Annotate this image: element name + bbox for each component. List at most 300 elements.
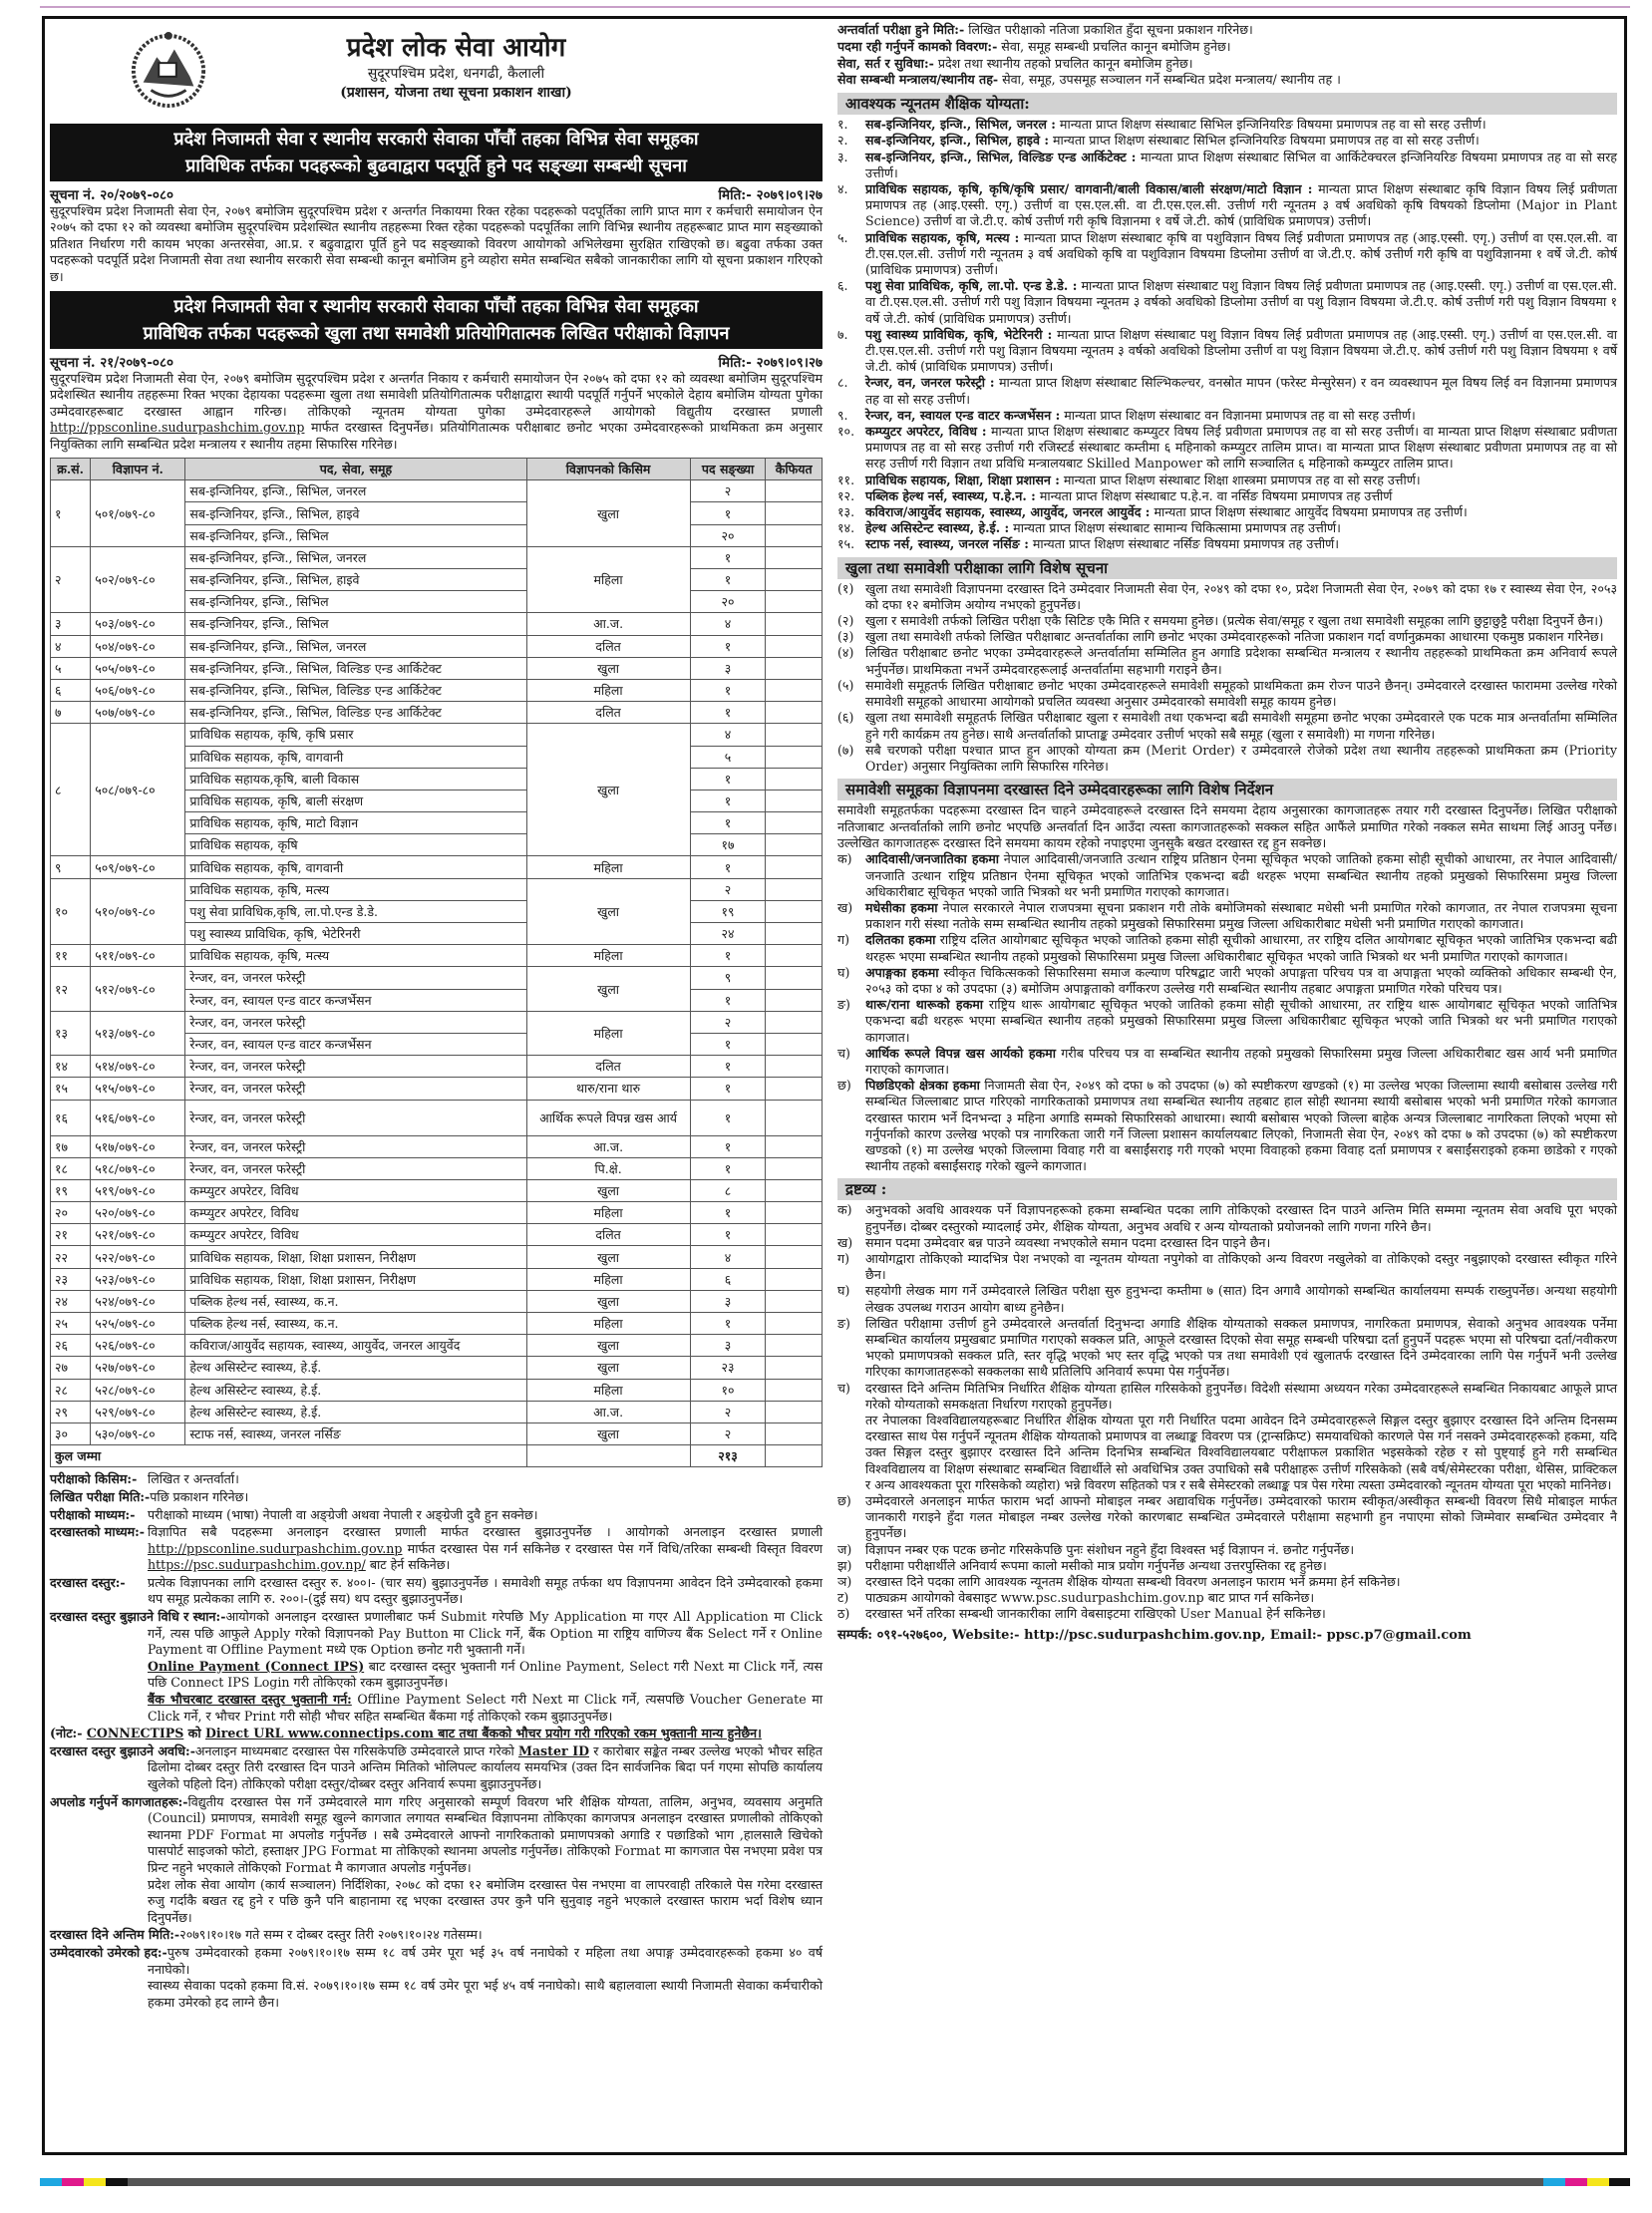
remarks-cell	[766, 878, 823, 900]
post-cell: प्राविधिक सहायक, शिक्षा, शिक्षा प्रशासन, निरीक्षण	[185, 1268, 526, 1290]
url-link[interactable]: http://ppsconline.sudurpashchim.gov.np	[148, 1540, 403, 1556]
list-item-text: स्वीकृत चिकित्सकको सिफारिसमा समाज कल्याण परिषद्बाट जारी भएको अपाङ्गता परिचय पत्र वा अपाङ्गता भएको व्यक्तिको अधिकार सम्बन्धी ऐन, २०५३ को दफा ४ को उपदफा (३) बमोजिम अपाङ्गताको वर्गीकरण उल्लेख गरी सम्बन्धित स्थानीय तहबाट अपाङ्गता प्रमाणित गरेको परिचय पत्र।	[865, 964, 1618, 996]
total-label: कुल जम्मा	[51, 1445, 527, 1467]
serial-cell: १३	[51, 1011, 91, 1055]
post-count-cell: १	[690, 945, 766, 967]
ppsconline-link[interactable]: http://ppsconline.sudurpashchim.gov.np	[50, 420, 305, 436]
remarks-cell	[766, 1157, 823, 1179]
exam-info-label: दरखास्तको माध्यम:-	[50, 1524, 146, 1540]
list-item-title: पशु सेवा प्राविधिक, कृषि, ला.पो. एन्ड डे.डे. :	[865, 278, 1078, 294]
list-text	[865, 181, 1617, 230]
list-item-text: मान्यता प्राप्त शिक्षण संस्थाबाट नर्सिङ विषयमा प्रमाणपत्र तह उत्तीर्ण।	[1028, 536, 1340, 552]
exam-info-item	[50, 1726, 823, 1742]
remarks-cell	[766, 945, 823, 967]
list-item-title: पिछडिएको क्षेत्रका हकमा	[865, 1078, 980, 1094]
list-text	[865, 150, 1617, 181]
table-row	[51, 1268, 823, 1290]
list-marker: ग)	[837, 1251, 850, 1266]
post-cell: हेल्थ असिस्टेन्ट स्वास्थ्य, हे.ई.	[185, 1401, 526, 1423]
remarks-cell	[766, 812, 823, 834]
notice1-title-line1: प्रदेश निजामती सेवा र स्थानीय सरकारी सेवाका पाँचौं तहका विभिन्न सेवा समूहका	[173, 129, 699, 150]
table-row	[51, 1313, 823, 1335]
notice1-meta	[50, 185, 823, 203]
list-text	[865, 1235, 1617, 1251]
list-item-title: प्राविधिक सहायक, कृषि, कृषि/कृषि प्रसार/ वागवानी/बाली विकास/बाली संरक्षण/माटो विज्ञान :	[865, 181, 1313, 196]
list-item-title: सब-इन्जिनियर, इन्जि., सिभिल, जनरल :	[865, 117, 1056, 133]
bold-text: (नोट:-	[50, 1726, 87, 1741]
serial-cell: १९	[51, 1179, 91, 1201]
list-marker: घ)	[837, 964, 850, 980]
advert-type-cell: महिला	[526, 1313, 690, 1335]
list-item-title: आर्थिक रूपले विपन्न खस आर्यको हकमा	[865, 1045, 1056, 1061]
text-segment: लिखित र अन्तर्वार्ता।	[148, 1471, 239, 1487]
advert-number-cell: ५२४/०७९-८०	[91, 1290, 185, 1312]
remarks-cell	[766, 1246, 823, 1268]
post-cell: सब-इन्जिनियर, इन्जि., सिभिल	[185, 613, 526, 635]
list-text	[865, 1046, 1617, 1078]
advert-number-cell: ५२१/०७९-८०	[91, 1224, 185, 1246]
list-marker: (१)	[837, 580, 854, 596]
serial-cell: २	[51, 546, 91, 613]
exam-info-paragraph	[148, 1978, 823, 2011]
exam-info-label: दरखास्त दस्तुर बुझाउने विधि र स्थान:-	[50, 1609, 226, 1625]
table-row	[51, 1335, 823, 1357]
exam-info-item	[50, 1743, 823, 1793]
emphasis-text: Direct URL www.connectips.com बाट तथा बैंकको भौचर प्रयोग गरी गरिएको रकम भुक्तानी मान्य हुनेछैन।	[205, 1726, 762, 1741]
notice2-title-line2: प्राविधिक तर्फका पदहरूको खुला तथा समावेशी प्रतियोगितात्मक लिखित परीक्षाको विज्ञापन	[143, 323, 730, 345]
remarks-cell	[766, 1056, 823, 1078]
advert-number-cell: ५०४/०७९-८०	[91, 635, 185, 657]
post-count-cell: ९	[690, 967, 766, 989]
special-notice-item	[837, 613, 1617, 629]
text-segment: Offline Payment Select गरी Next मा Click गर्ने, त्यसपछि Voucher Generate मा Click गर्ने, र भौचर Print गरी सोही भौचर सहित सम्बन्धित बैंकमा गई तोकिएको रकम बुझाउनुपर्नेछ।	[148, 1692, 823, 1724]
list-item-title: रेन्जर, वन, जनरल फरेस्ट्री :	[865, 375, 995, 391]
remarks-cell	[766, 923, 823, 945]
url-link[interactable]: https://psc.sudurpashchim.gov.np/	[148, 1557, 366, 1573]
advert-number-cell: ५१६/०७९-८०	[91, 1100, 185, 1135]
list-marker: १.	[837, 117, 848, 133]
post-cell: प्राविधिक सहायक, शिक्षा, शिक्षा प्रशासन, निरीक्षण	[185, 1246, 526, 1268]
special-notice-item	[837, 629, 1617, 645]
list-text	[865, 133, 1617, 149]
serial-cell: १२	[51, 967, 91, 1011]
list-paragraph: उम्मेदवारले अनलाइन मार्फत फाराम भर्दा आफ्नो मोबाइल नम्बर अद्यावधिक गर्नुपर्नेछ। उम्मेदवारको फाराम स्वीकृत/अस्वीकृत सम्बन्धी विवरण सिधै मोबाइल मार्फत जानकारी गराइने हुँदा गलत मोबाइल नम्बर उल्लेख गरेको कारणबाट सम्बन्धित उम्मेदवारले परीक्षामा सहभागी हुन नपाएमा सोको जिम्मेवार सम्बन्धित उम्मेदवार नै हुनुपर्नेछ।	[865, 1493, 1617, 1541]
qualification-item	[837, 520, 1617, 536]
advert-number-cell: ५२२/०७९-८०	[91, 1246, 185, 1268]
serial-cell: २२	[51, 1246, 91, 1268]
post-cell: पब्लिक हेल्थ नर्स, स्वास्थ्य, क.न.	[185, 1313, 526, 1335]
list-marker: १०.	[837, 424, 855, 440]
remarks-cell	[766, 856, 823, 878]
list-marker: क)	[837, 1202, 852, 1218]
note-item	[837, 1251, 1617, 1283]
table-row	[51, 1357, 823, 1379]
letterhead	[50, 20, 823, 120]
list-item-title: प्राविधिक सहायक, कृषि, मत्स्य :	[865, 229, 1020, 245]
top-rule	[40, 6, 1630, 8]
advert-number-cell: ५२०/०७९-८०	[91, 1202, 185, 1224]
emphasis-text: CONNECTIPS	[86, 1726, 184, 1741]
text-segment: स्वास्थ्य सेवाका पदको हकमा वि.सं. २०७९।१०।१७ सम्म १८ वर्ष उमेर पूरा भई ४५ वर्ष ननाघेको। साथै बहालवाला स्थायी निजामती सेवाका कर्मचारीको हकमा उमेरको हद लाग्ने छैन।	[148, 1978, 823, 2010]
list-paragraph: सहयोगी लेखक माग गर्ने उम्मेदवारले लिखित परीक्षा सुरु हुनुभन्दा कम्तीमा ७ (सात) दिन अगावै आयोगको सम्बन्धित कार्यालयमा सम्पर्क राख्नुपर्नेछ। अन्यथा सहयोगी लेखक उपलब्ध गराउन आयोग बाध्य हुनेछैन।	[865, 1283, 1617, 1315]
list-item-text: मान्यता प्राप्त शिक्षण संस्थाबाट कृषि वा पशुविज्ञान विषय लिई प्रवीणता प्रमाणपत्र तह (आइ.एस्सी. एगृ.) उत्तीर्ण वा एस.एल.सी. वा टी.एस.एल.सी. उत्तीर्ण गरी न्यूनतम ३ वर्ष अवधिको कृषि वा पशुविज्ञान विषयमा डिप्लोमा उत्तीर्ण वा जे.टी.ए. कोर्ष उत्तीर्ण गरी कृषि वा पशुविज्ञानमा १ वर्षे जे.टी. कोर्ष (प्राविधिक प्रमाणपत्र) उत्तीर्ण।	[865, 229, 1618, 278]
advert-number-cell: ५०३/०७९-८०	[91, 613, 185, 635]
exam-info-label: अपलोड गर्नुपर्ने कागजातहरू:-	[50, 1793, 188, 1809]
list-item-text: खुला तथा समावेशी समूहतर्फ लिखित परीक्षाबाट खुला र समावेशी तथा एकभन्दा बढी समावेशी समूहमा छनोट भएका उम्मेदवारले एक पटक मात्र अन्तर्वार्तामा सम्मिलित हुने गरी कार्यक्रम तय हुनेछ। साथै अन्तर्वार्ताको प्राप्ताङ्क उम्मेदवार उत्तीर्ण भएको सबै समूह (खुला र समावेशी) मा गणना गरिनेछ।	[865, 710, 1617, 742]
exam-info-paragraph	[148, 1659, 823, 1692]
notice1-date: मिति:- २०७९।०९।२७	[718, 187, 823, 203]
post-count-cell: २४	[690, 923, 766, 945]
list-item-title: स्टाफ नर्स, स्वास्थ्य, जनरल नर्सिङ :	[865, 536, 1029, 552]
list-text	[865, 629, 1617, 645]
post-cell: पशु सेवा प्राविधिक,कृषि, ला.पो.एन्ड डे.डे.	[185, 900, 526, 922]
remarks-cell	[766, 1135, 823, 1157]
color-swatch	[40, 2178, 62, 2186]
special-notice-item	[837, 710, 1617, 742]
advert-type-cell: खुला	[526, 480, 690, 547]
table-row	[51, 1423, 823, 1444]
list-item-text: खुला तथा समावेशी विज्ञापनमा दरखास्त दिने उम्मेदवार निजामती सेवा ऐन, २०४९ को दफा १०, प्रदेश निजामती सेवा ऐन, २०७९ को दफा १७ र स्वास्थ्य सेवा ऐन, २०५३ को दफा १२ बमोजिम अयोग्य नभएको हुनुपर्नेछ।	[865, 580, 1617, 612]
qualifications-heading: आवश्यक न्यूनतम शैक्षिक योग्यता:	[837, 93, 1617, 115]
advert-number-cell: ५१३/०७९-८०	[91, 1011, 185, 1055]
total-empty	[526, 1445, 690, 1467]
remarks-cell	[766, 1011, 823, 1033]
post-count-cell: २	[690, 878, 766, 900]
list-item-text: मान्यता प्राप्त शिक्षण संस्थाबाट प.हे.न. वा नर्सिङ विषयमा प्रमाणपत्र तह उत्तीर्ण	[1035, 487, 1393, 503]
list-item-text: मान्यता प्राप्त शिक्षण संस्थाबाट शिक्षा शास्त्रमा प्रमाणपत्र तह वा सो सरह उत्तीर्ण।	[1059, 472, 1421, 487]
service-info-item	[837, 56, 1617, 73]
notice1-title-bar	[50, 124, 823, 181]
list-paragraph: दरखास्त दिने पदका लागि आवश्यक न्यूनतम शैक्षिक योग्यता सम्बन्धी विवरण अनलाइन फाराम भर्ने क्रममा हेर्न सकिनेछ।	[865, 1574, 1401, 1590]
text-segment: बाट दरखास्त दस्तुर भुक्तानी गर्न Online Payment, Select गरी Next मा Click गर्ने, त्यस पछि Connect IPS Login गरी तोकिएको रकम बुझाउनुपर्नेछ।	[148, 1658, 824, 1691]
table-row	[51, 1379, 823, 1401]
serial-cell: ३०	[51, 1423, 91, 1444]
advert-number-cell: ५०६/०७९-८०	[91, 679, 185, 701]
qualification-item	[837, 504, 1617, 520]
post-count-cell: १	[690, 856, 766, 878]
notice1-body: सुदूरपश्चिम प्रदेश निजामती सेवा ऐन, २०७९ बमोजिम सुदूरपश्चिम प्रदेश र अन्तर्गत निकायमा रिक्त रहेका पदहरूको पदपूर्तिका लागि प्राप्त माग र कर्मचारी समायोजन ऐन २०७५ को दफा १२ को व्यवस्था बमोजिम सुदूरपश्चिम प्रदेशस्थित स्थानीय तहहरूमा रिक्त रहेका पदहरूको पदपूर्तिका लागि विभिन्न स्थानीय तहहरूबाट प्राप्त माग सङ्ख्याको प्रतिशत निर्धारण गरी कायम भएका अन्तरसेवा, आ.प्र. र बढुवाद्वारा पूर्ति हुने पद सङ्ख्याको विवरण आयोगको अभिलेखमा सुरक्षित राखिएको छ। बढुवा तर्फका उक्त पदहरूको पदपूर्ति प्रदेश निजामती सेवा तथा स्थानीय सरकारी सेवा सम्बन्धी कानून बमोजिम हुने व्यहोरा समेत सम्बन्धित सबैको जानकारीका लागि यो सूचना प्रकाशन गरिएको छ।	[50, 203, 824, 284]
notes-list	[837, 1202, 1617, 1622]
inclusive-item	[837, 851, 1617, 900]
advert-number-cell: ५१९/०७९-८०	[91, 1179, 185, 1201]
list-marker: ८.	[837, 375, 848, 391]
advert-type-cell: पि.क्षे.	[526, 1157, 690, 1179]
remarks-cell	[766, 967, 823, 989]
advert-number-cell: ५०५/०७९-८०	[91, 657, 185, 679]
exam-info-label: दरखास्त दिने अन्तिम मिति:-	[50, 1927, 180, 1943]
table-row	[51, 1100, 823, 1135]
list-text	[865, 1381, 1617, 1493]
table-row	[51, 613, 823, 635]
advert-number-cell: ५१७/०७९-८०	[91, 1135, 185, 1157]
post-cell: सब-इन्जिनियर, इन्जि., सिभिल, हाइवे	[185, 502, 526, 524]
color-swatch	[1609, 2178, 1630, 2186]
post-count-cell: १	[690, 1100, 766, 1135]
advert-type-cell: आ.ज.	[526, 613, 690, 635]
remarks-cell	[766, 724, 823, 746]
post-count-cell: ३	[690, 1290, 766, 1312]
remarks-cell	[766, 1357, 823, 1379]
inclusive-item	[837, 997, 1617, 1046]
list-item-text: मान्यता प्राप्त शिक्षण संस्थाबाट आयुर्वेद विषयमा प्रमाणपत्र तह उत्तीर्ण।	[1150, 504, 1468, 520]
list-text	[865, 1606, 1617, 1622]
advert-type-cell: महिला	[526, 679, 690, 701]
service-info-label: सेवा सम्बन्धी मन्त्रालय/स्थानीय तह-	[837, 72, 999, 88]
remarks-cell	[766, 746, 823, 768]
notes-heading: द्रष्टव्य :	[837, 1178, 1617, 1200]
post-cell: प्राविधिक सहायक, कृषि, माटो विज्ञान	[185, 812, 526, 834]
special-notice-item	[837, 743, 1617, 775]
color-swatch	[84, 2178, 106, 2186]
qualification-item	[837, 327, 1617, 376]
table-row	[51, 967, 823, 989]
serial-cell: १४	[51, 1056, 91, 1078]
service-info-value: लिखित परीक्षाको नतिजा प्रकाशित हुँदा सूचना प्रकाशन गरिनेछ।	[964, 22, 1253, 37]
table-row	[51, 1157, 823, 1179]
exam-info-item	[50, 1575, 823, 1608]
serial-cell: ११	[51, 945, 91, 967]
post-count-cell: २३	[690, 1357, 766, 1379]
post-cell: सब-इन्जिनियर, इन्जि., सिभिल, विल्डिङ एन्ड आर्किटेक्ट	[185, 679, 526, 701]
remarks-cell	[766, 502, 823, 524]
list-item-text: मान्यता प्राप्त शिक्षण संस्थाबाट वन विज्ञानमा प्रमाणपत्र तह वा सो सरह उत्तीर्ण।	[1060, 407, 1416, 423]
remarks-cell	[766, 1401, 823, 1423]
note-item	[837, 1235, 1617, 1251]
list-text	[865, 1202, 1617, 1234]
post-count-cell: ५	[690, 746, 766, 768]
serial-cell: २७	[51, 1357, 91, 1379]
list-text	[865, 965, 1617, 997]
list-text	[865, 278, 1617, 327]
post-cell: सब-इन्जिनियर, इन्जि., सिभिल, विल्डिङ एन्ड आर्किटेक्ट	[185, 702, 526, 724]
list-text	[865, 504, 1617, 520]
post-count-cell: १	[690, 702, 766, 724]
color-swatch	[1565, 2178, 1587, 2186]
col-serial: क्र.सं.	[51, 459, 91, 480]
text-segment: प्रत्येक विज्ञापनका लागि दरखास्त दस्तुर रु. ४००।- (चार सय) बुझाउनुपर्नेछ । समावेशी समूह तर्फका थप विज्ञापनमा आवेदन दिने उम्मेदवारको हकमा थप समूह प्रत्येकका लागि रु. २००।-(दुई सय) थप दस्तुर बुझाउनुपर्नेछ।	[148, 1574, 823, 1607]
text-segment: विद्युतीय दरखास्त पेस गर्ने उम्मेदवारले माग गरिए अनुसारको सम्पूर्ण विवरण भरि शैक्षिक योग्यता, तालिम, अनुभव, व्यवसाय अनुमति (Council) प्रमाणपत्र, समावेशी समूह खुल्ने कागजात लगायत सम्बन्धित विज्ञापनमा तोकिएका कागजपत्र अनलाइन दरखास्त प्रणालीको तोकिएको स्थानमा PDF Format मा अपलोड गर्नुपर्नेछ । सबै उम्मेदवारले आफ्नो नागरिकताको प्रमाणपत्रको अगाडि र पछाडिको भाग ,हालसालै खिचेको पासपोर्ट साइजको फोटो, हस्ताक्षर JPG Format मा तोकिएको स्थानमा अपलोड गर्नुपर्नेछ। तोकिएको Format मा कागजात पेस नभएमा प्रवेश पत्र प्रिन्ट नहुने भएकाले तोकिएको Format मै कागजात अपलोड गर्नुपर्नेछ।	[148, 1793, 823, 1875]
list-marker: ५.	[837, 229, 848, 245]
remarks-cell	[766, 1268, 823, 1290]
text-segment: प्रदेश लोक सेवा आयोग (कार्य सञ्चालन) निर्दिशिका, २०७८ को दफा १२ बमोजिम दरखास्त पेस नभएमा वा लापरवाही तरिकाले पेस गरेमा दरखास्त रुजु गर्दाकै बखत रद्द हुने र पछि कुनै पनि बाहानामा रद्द भएका दरखास्त उपर कुनै पनि सुनुवाइ नहुने भएकाले दरखास्त फाराम भर्दा विशेष ध्यान दिनुपर्नेछ।	[148, 1876, 823, 1925]
list-text	[865, 327, 1617, 376]
post-cell: रेन्जर, वन, स्वायल एन्ड वाटर कन्जर्भेसन	[185, 1033, 526, 1055]
list-item-text: मान्यता प्राप्त शिक्षण संस्थाबाट कृषि विज्ञान विषय लिई प्रवीणता प्रमाणपत्र तह (आइ.एस्सी. एगृ.) उत्तीर्ण वा एस.एल.सी. वा टी.एस.एल.सी. उत्तीर्ण गरी न्यूनतम ३ वर्ष अवधिको कृषि विषयको डिप्लोमा (Major in Plant Science) उत्तीर्ण वा जे.टी.ए. कोर्ष उत्तीर्ण गरी कृषि विज्ञानमा १ वर्षे जे.टी. कोर्ष (प्राविधिक प्रमाणपत्र) उत्तीर्ण।	[865, 181, 1617, 229]
exam-info-paragraph	[148, 1877, 823, 1927]
serial-cell: ९	[51, 856, 91, 878]
right-column	[837, 20, 1617, 1643]
post-count-cell: १	[690, 1078, 766, 1100]
list-marker: १५.	[837, 536, 855, 552]
qualification-item	[837, 375, 1617, 407]
list-marker: ४.	[837, 181, 848, 196]
list-item-title: पब्लिक हेल्थ नर्स, स्वास्थ्य, प.हे.न. :	[865, 487, 1036, 503]
list-text	[865, 645, 1617, 677]
list-text	[865, 230, 1617, 279]
serial-cell: १८	[51, 1157, 91, 1179]
qualifications-list	[837, 117, 1617, 552]
advert-type-cell: खुला	[526, 878, 690, 945]
post-cell: प्राविधिक सहायक, कृषि, कृषि प्रसार	[185, 724, 526, 746]
service-info-item	[837, 39, 1617, 56]
list-text	[865, 1542, 1617, 1558]
list-text	[865, 581, 1617, 613]
commission-title: प्रदेश लोक सेवा आयोग	[346, 33, 566, 63]
advert-type-cell: खुला	[526, 657, 690, 679]
emphasis-text: Master ID	[517, 1742, 590, 1758]
list-item-title: थारू/राना थारूको हकमा	[865, 997, 984, 1013]
notice2-meta	[50, 353, 823, 371]
list-item-text: नेपाल आदिवासी/जनजाति उत्थान राष्ट्रिय प्रतिष्ठान ऐनमा सूचिकृत भएको जातिको हकमा सोही सूचीको आधारमा, तर नेपाल आदिवासी/जनजाति उत्थान राष्ट्रिय प्रतिष्ठान ऐनमा सूचिकृत भएको जातिभित्र एकभन्दा बढी थरहरू भएमा सम्बन्धित स्थानीय तहको प्रमुखको सिफारिसमा प्रमुख जिल्ला अधिकारीबाट सूचिकृत भएको जाति भित्रको थर भनी प्रमाणित गराएको कागजात।	[865, 851, 1618, 899]
post-count-cell: १	[690, 1157, 766, 1179]
post-count-cell: ६	[690, 1268, 766, 1290]
table-row	[51, 657, 823, 679]
list-item-text: राष्ट्रिय थारू आयोगबाट सूचिकृत भएको जातिको हकमा सोही सूचीको आधारमा, तर राष्ट्रिय थारू आयोगबाट सूचिकृत भएको जातिभित्र एकभन्दा बढी थरहरू भएमा सम्बन्धित स्थानीय तहको प्रमुखको सिफारिसमा प्रमुख जिल्ला अधिकारीबाट सूचिकृत भएको जाति भित्रको थर भनी प्रमाणित गराएको कागजात।	[865, 997, 1617, 1045]
advert-number-cell: ५१५/०७९-८०	[91, 1078, 185, 1100]
serial-cell: २९	[51, 1401, 91, 1423]
advert-number-cell: ५०९/०७९-८०	[91, 856, 185, 878]
list-text	[865, 900, 1617, 932]
post-count-cell: ३	[690, 657, 766, 679]
note-item	[837, 1283, 1617, 1315]
list-item-title: अपाङ्गका हकमा	[865, 964, 939, 980]
advert-number-cell: ५०२/०७९-८०	[91, 546, 185, 613]
remarks-cell	[766, 1078, 823, 1100]
post-count-cell: १	[690, 569, 766, 591]
list-item-title: आदिवासी/जनजातिका हकमा	[865, 851, 1000, 867]
emphasis-text: बैंक भौचरबाट दरखास्त दस्तुर भुक्तानी गर्न:	[148, 1692, 352, 1708]
advert-number-cell: ५१४/०७९-८०	[91, 1056, 185, 1078]
notice2-number: सूचना नं. २१/२०७९-०८०	[50, 355, 173, 372]
list-text	[865, 1574, 1617, 1590]
post-cell: प्राविधिक सहायक, कृषि, वागवानी	[185, 746, 526, 768]
serial-cell: २५	[51, 1313, 91, 1335]
post-count-cell: १	[690, 679, 766, 701]
list-text	[865, 473, 1617, 488]
post-count-cell: ८	[690, 1179, 766, 1201]
table-row	[51, 724, 823, 746]
serial-cell: २४	[51, 1290, 91, 1312]
remarks-cell	[766, 768, 823, 790]
table-header-row	[51, 459, 823, 480]
post-count-cell: १	[690, 1056, 766, 1078]
advert-type-cell: खुला	[526, 1179, 690, 1201]
notice1-number: सूचना नं. २०/२०७९-०८०	[50, 187, 173, 203]
qualification-item	[837, 488, 1617, 504]
serial-cell: १	[51, 480, 91, 547]
note-item	[837, 1542, 1617, 1558]
text-segment: अनलाइन माध्यमबाट दरखास्त पेस गरिसकेपछि उम्मेदवारले प्राप्त गरेको	[194, 1742, 518, 1758]
text-segment: र कारोबार सङ्केत नम्बर उल्लेख भएको भौचर सहित ढिलोमा दोब्बर दस्तुर तिरी दरखास्त दिन पाउने अन्तिम मितिको भोलिपल्ट कार्यालय समयभित्र (उक्त दिन सार्वजनिक बिदा पर्न गएमा सोपछि कार्यालय खुलेको पहिलो दिन) तोकिएको परीक्षा दस्तुर/दोब्बर दस्तुर अनिवार्य रूपमा बुझाउनुपर्नेछ।	[148, 1742, 823, 1791]
post-cell: सब-इन्जिनियर, इन्जि., सिभिल, जनरल	[185, 480, 526, 502]
list-item-text: मान्यता प्राप्त शिक्षण संस्थाबाट सिभिल इन्जिनियरिङ विषयमा प्रमाणपत्र तह वा सो सरह उत्तीर्ण।	[1049, 133, 1480, 149]
list-text	[865, 536, 1617, 552]
left-column	[50, 20, 823, 2011]
list-marker: ङ)	[837, 1315, 850, 1331]
post-cell: रेन्जर, वन, जनरल फरेस्ट्री	[185, 1078, 526, 1100]
post-cell: हेल्थ असिस्टेन्ट स्वास्थ्य, हे.ई.	[185, 1379, 526, 1401]
serial-cell: १६	[51, 1100, 91, 1135]
advert-number-cell: ५२३/०७९-८०	[91, 1268, 185, 1290]
post-cell: प्राविधिक सहायक, कृषि, मत्स्य	[185, 945, 526, 967]
notice2-body	[50, 371, 823, 453]
list-paragraph: पाठ्यक्रम आयोगको वेबसाइट www.psc.sudurpashchim.gov.np बाट प्राप्त गर्न सकिनेछ।	[865, 1590, 1315, 1606]
service-info-item	[837, 22, 1617, 39]
table-total-row	[51, 1445, 823, 1467]
list-marker: १३.	[837, 504, 855, 520]
advert-number-cell: ५२६/०७९-८०	[91, 1335, 185, 1357]
advert-number-cell: ५२९/०७९-८०	[91, 1401, 185, 1423]
post-cell: रेन्जर, वन, जनरल फरेस्ट्री	[185, 1100, 526, 1135]
exam-info-item	[50, 1524, 823, 1574]
exam-info-item	[50, 1794, 823, 1927]
post-count-cell: १	[690, 989, 766, 1011]
serial-cell: ८	[51, 724, 91, 856]
exam-info-label: लिखित परीक्षा मिति:-	[50, 1488, 151, 1504]
remarks-cell	[766, 1100, 823, 1135]
special-notice-item	[837, 581, 1617, 613]
service-info-item	[837, 72, 1617, 89]
post-count-cell: १	[690, 812, 766, 834]
inclusive-item	[837, 1046, 1617, 1078]
col-remarks: कैफियत	[766, 459, 823, 480]
post-count-cell: ४	[690, 1246, 766, 1268]
list-item-text: सबै चरणको परीक्षा पश्चात प्राप्त हुन आएको योग्यता क्रम (Merit Order) र उम्मेदवारले रोजेको प्रदेश तथा स्थानीय तहहरूको प्राथमिकता क्रम (Priority Order) अनुसार नियुक्तिका लागि सिफारिस गरिनेछ।	[865, 742, 1618, 774]
remarks-cell	[766, 546, 823, 568]
remarks-cell	[766, 1290, 823, 1312]
post-count-cell: २	[690, 480, 766, 502]
advert-type-cell: खुला	[526, 1246, 690, 1268]
post-count-cell: १	[690, 790, 766, 811]
post-cell: प्राविधिक सहायक,कृषि, बाली विकास	[185, 768, 526, 790]
table-row	[51, 1179, 823, 1201]
list-item-title: सब-इन्जिनियर, इन्जि., सिभिल, हाइवे :	[865, 133, 1050, 149]
note-item	[837, 1202, 1617, 1234]
advert-type-cell: आ.ज.	[526, 1401, 690, 1423]
list-text	[865, 851, 1617, 900]
list-item-title: रेन्जर, वन, स्वायल एन्ड वाटर कन्जर्भेसन :	[865, 407, 1061, 423]
list-text	[865, 488, 1617, 504]
list-text	[865, 408, 1617, 424]
list-paragraph: दरखास्त दिने अन्तिम मितिभित्र निर्धारित शैक्षिक योग्यता हासिल गरिसकेको हुनुपर्नेछ। विदेशी संस्थामा अध्ययन गरेका उम्मेदवारहरूले सम्बन्धित निकायबाट आफूले प्राप्त गरेको योग्यताको समकक्षता निर्धारण गराएको हुनुपर्नेछ।	[865, 1380, 1617, 1412]
advert-number-cell: ५३०/०७९-८०	[91, 1423, 185, 1444]
advert-type-cell: दलित	[526, 702, 690, 724]
service-info-value: सेवा, समूह सम्बन्धी प्रचलित कानून बमोजिम हुनेछ।	[997, 38, 1231, 54]
list-marker: च)	[837, 1380, 850, 1396]
list-paragraph: दरखास्त भर्ने तरिका सम्बन्धी जानकारीका लागि वेबसाइटमा राखिएको User Manual हेर्न सकिनेछ।	[865, 1606, 1326, 1622]
table-row	[51, 1246, 823, 1268]
notice1-title-line2: प्राविधिक तर्फका पदहरूको बुढवाद्वारा पदपूर्ति हुने पद सङ्ख्या सम्बन्धी सूचना	[185, 156, 687, 176]
table-row	[51, 945, 823, 967]
qualification-item	[837, 408, 1617, 424]
post-cell: सब-इन्जिनियर, इन्जि., सिभिल	[185, 591, 526, 613]
remarks-cell	[766, 569, 823, 591]
exam-info-label: दरखास्त दस्तुर बुझाउने अवधि:-	[50, 1742, 195, 1758]
list-item-text: राष्ट्रिय दलित आयोगबाट सूचिकृत भएको जातिको हकमा सोही सूचीको आधारमा, तर राष्ट्रिय दलित आयोगबाट सूचिकृत भएको जातिभित्र एकभन्दा बढी थरहरू भएमा सम्बन्धित स्थानीय तहको प्रमुखको सिफारिसमा प्रमुख जिल्ला अधिकारीबाट सूचिकृत भएको जाति भित्रको थर भनी प्रमाणित गराएको कागजात।	[865, 932, 1617, 964]
col-post-count: पद सङ्ख्या	[690, 459, 766, 480]
advert-number-cell: ५०७/०७९-८०	[91, 702, 185, 724]
exam-info	[50, 1471, 823, 2011]
exam-info-paragraph	[148, 1692, 823, 1725]
list-item-text: मान्यता प्राप्त शिक्षण संस्थाबाट सिल्भिकल्चर, वनस्रोत मापन (फरेस्ट मेन्सुरेसन) र वन व्यवस्थापन मूल विषय लिई वन विज्ञानमा प्रमाणपत्र तह वा सो सरह उत्तीर्ण।	[865, 375, 1617, 407]
qualification-item	[837, 230, 1617, 279]
special-notice-item	[837, 645, 1617, 677]
post-cell: सब-इन्जिनियर, इन्जि., सिभिल, विल्डिङ एन्ड आर्किटेक्ट	[185, 657, 526, 679]
remarks-cell	[766, 1179, 823, 1201]
post-cell: कम्प्युटर अपरेटर, विविध	[185, 1179, 526, 1201]
serial-cell: ४	[51, 635, 91, 657]
exam-info-label: परीक्षाको किसिम:-	[50, 1471, 138, 1487]
